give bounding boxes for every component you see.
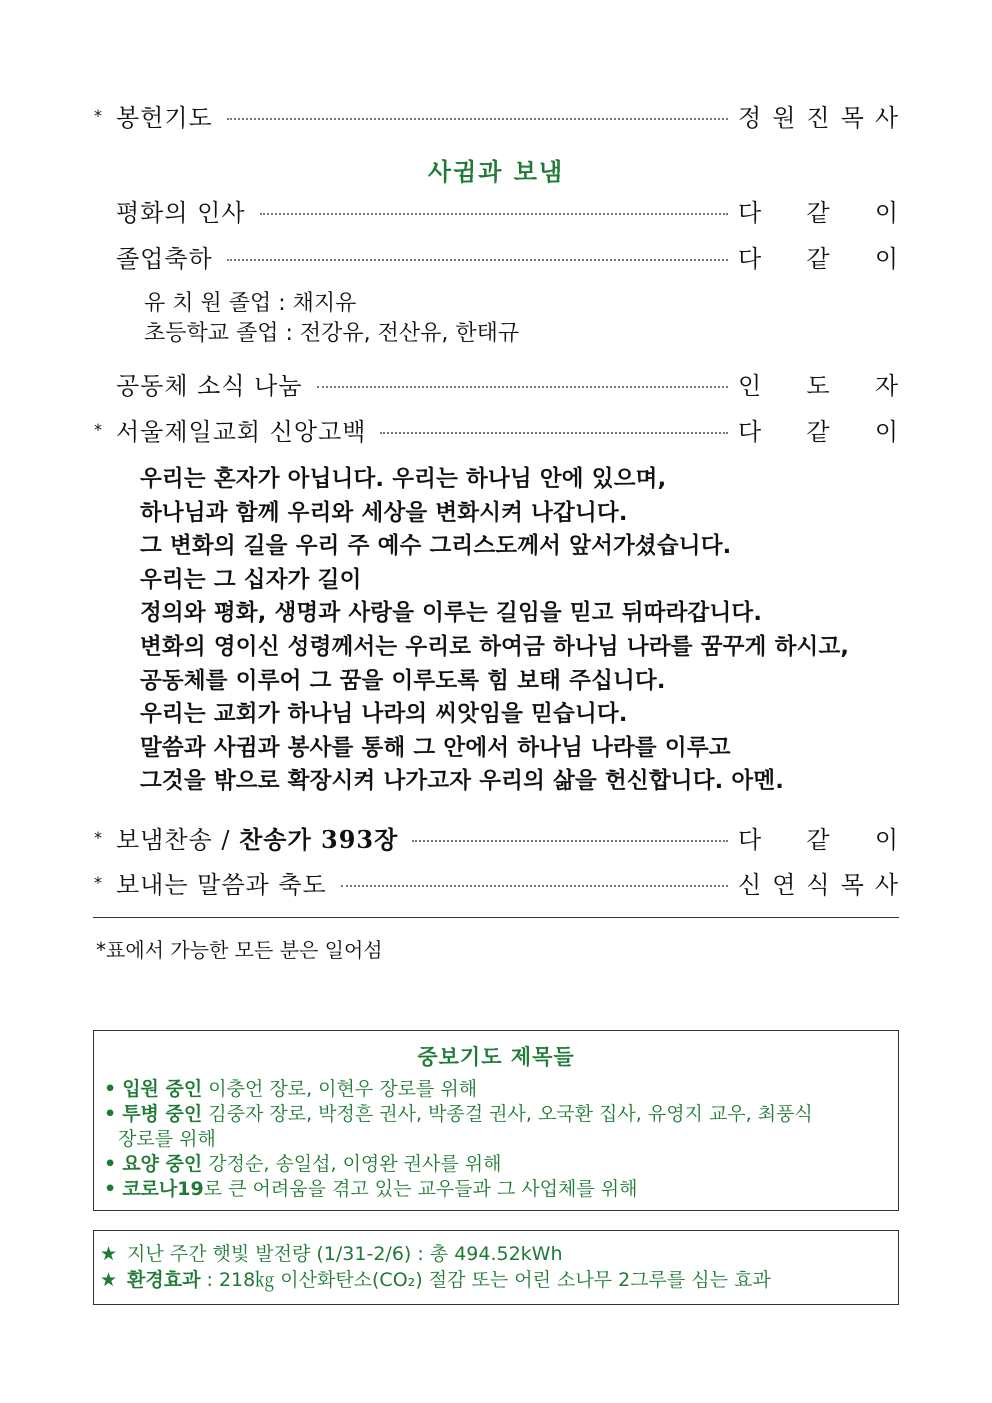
- order-label: 서울제일교회 신앙고백: [116, 417, 367, 446]
- order-row-offering-prayer: [94, 98, 898, 132]
- prayer-tag: 투병 중인: [122, 1103, 203, 1125]
- graduation-kindergarten: 유 치 원 졸업 : 채지유: [144, 291, 357, 316]
- environment-effect-line: [94, 1267, 898, 1293]
- prayer-text: 이충언 장로, 이현우 장로를 위해: [208, 1078, 478, 1100]
- order-label: 평화의 인사: [116, 198, 246, 227]
- graduation-elementary: 초등학교 졸업 : 전강유, 전산유, 한태규: [144, 321, 520, 346]
- order-leader: 다 같 이: [738, 825, 898, 854]
- order-label: 공동체 소식 나눔: [116, 371, 303, 400]
- order-row-peace-greeting: [94, 193, 898, 227]
- order-label: 졸업축하: [116, 244, 213, 273]
- prayer-requests-box: [93, 1030, 899, 1211]
- leader-dots: [227, 118, 728, 120]
- star-icon: ★: [100, 1243, 118, 1265]
- creed-line: 우리는 교회가 하나님 나라의 씨앗임을 믿습니다.: [140, 701, 628, 728]
- prayer-tag: 코로나19: [122, 1178, 204, 1200]
- creed-line: 말씀과 사귐과 봉사를 통해 그 안에서 하나님 나라를 이루고: [140, 734, 731, 761]
- order-row-benediction: [94, 865, 898, 899]
- order-row-community-news: [94, 366, 898, 400]
- order-leader: 다 같 이: [738, 198, 898, 227]
- order-label: 봉헌기도: [116, 103, 213, 132]
- prayer-tag: 입원 중인: [122, 1078, 203, 1100]
- prayer-text: 로 큰 어려움을 겪고 있는 교우들과 그 사업체를 위해: [203, 1178, 638, 1200]
- environment-effect-label: 환경효과: [127, 1269, 201, 1291]
- order-leader: 신 연 식 목 사: [738, 870, 898, 899]
- solar-energy-box: [93, 1230, 899, 1305]
- leader-dots: [341, 885, 728, 887]
- order-row-confession: [94, 412, 898, 446]
- prayer-box-title: 중보기도 제목들: [417, 1045, 575, 1069]
- creed-line: 우리는 혼자가 아닙니다. 우리는 하나님 안에 있으며,: [140, 466, 667, 492]
- standing-mark: *: [94, 419, 102, 439]
- environment-effect-text: : 218㎏ 이산화탄소(CO₂) 절감 또는 어린 소나무 2그루를 심는 효과: [200, 1269, 771, 1291]
- creed-line: 그것을 밖으로 확장시켜 나가고자 우리의 삶을 헌신합니다. 아멘.: [140, 768, 785, 795]
- prayer-text-cont: 장로를 위해: [118, 1128, 216, 1150]
- creed-line: 정의와 평화, 생명과 사랑을 이루는 길임을 믿고 뒤따라갑니다.: [140, 600, 763, 627]
- prayer-text: 김중자 장로, 박정흔 권사, 박종걸 권사, 오국환 집사, 유영지 교우, 최풍식: [208, 1103, 813, 1125]
- standing-mark: *: [94, 827, 102, 847]
- standing-mark: *: [94, 872, 102, 892]
- hymn-number: 찬송가 393장: [239, 824, 399, 854]
- order-row-graduation: [94, 239, 898, 273]
- order-label: 보냄찬송 / 찬송가 393장: [116, 824, 399, 854]
- prayer-text: 강정순, 송일섭, 이영완 권사를 위해: [208, 1153, 502, 1175]
- prayer-item: • 투병 중인 김중자 장로, 박정흔 권사, 박종걸 권사, 오국환 집사, 유영지 교우, 최풍식 장로를 위해: [94, 1102, 898, 1152]
- creed-line: 변화의 영이신 성령께서는 우리로 하여금 하나님 나라를 꿈꾸게 하시고,: [140, 633, 850, 660]
- standing-note: *표에서 가능한 모든 분은 일어섬: [96, 938, 383, 962]
- order-label: 보내는 말씀과 축도: [116, 870, 327, 899]
- leader-dots: [412, 840, 728, 842]
- prayer-item: • 코로나19로 큰 어려움을 겪고 있는 교우들과 그 사업체를 위해: [104, 1178, 638, 1200]
- order-row-sending-hymn: [94, 820, 898, 854]
- creed-line: 그 변화의 길을 우리 주 예수 그리스도께서 앞서가셨습니다.: [140, 533, 732, 560]
- creed-line: 하나님과 함께 우리와 세상을 변화시켜 나갑니다.: [140, 499, 628, 526]
- solar-output-text: 지난 주간 햇빛 발전량 (1/31-2/6) : 총 494.52kWh: [127, 1243, 563, 1265]
- standing-mark: *: [94, 105, 102, 125]
- creed-line: 공동체를 이루어 그 꿈을 이루도록 힘 보태 주십니다.: [140, 667, 666, 694]
- order-leader: 다 같 이: [738, 417, 898, 446]
- leader-dots: [260, 213, 728, 215]
- divider: [93, 917, 899, 918]
- prayer-item: • 요양 중인 강정순, 송일섭, 이영완 권사를 위해: [104, 1153, 502, 1175]
- creed-line: 우리는 그 십자가 길이: [140, 566, 362, 593]
- leader-dots: [317, 386, 728, 388]
- leader-dots: [380, 432, 728, 434]
- solar-output-line: [94, 1241, 898, 1267]
- section-title: 사귐과 보냄: [427, 158, 565, 186]
- prayer-item: • 입원 중인 이충언 장로, 이현우 장로를 위해: [104, 1078, 478, 1100]
- order-leader: 다 같 이: [738, 244, 898, 273]
- confession-text: [140, 463, 849, 799]
- order-leader: 인 도 자: [738, 371, 898, 400]
- prayer-tag: 요양 중인: [122, 1153, 203, 1175]
- star-icon: ★: [100, 1269, 118, 1291]
- leader-dots: [227, 259, 728, 261]
- order-leader: 정 원 진 목 사: [738, 103, 898, 132]
- graduation-list: [144, 289, 519, 349]
